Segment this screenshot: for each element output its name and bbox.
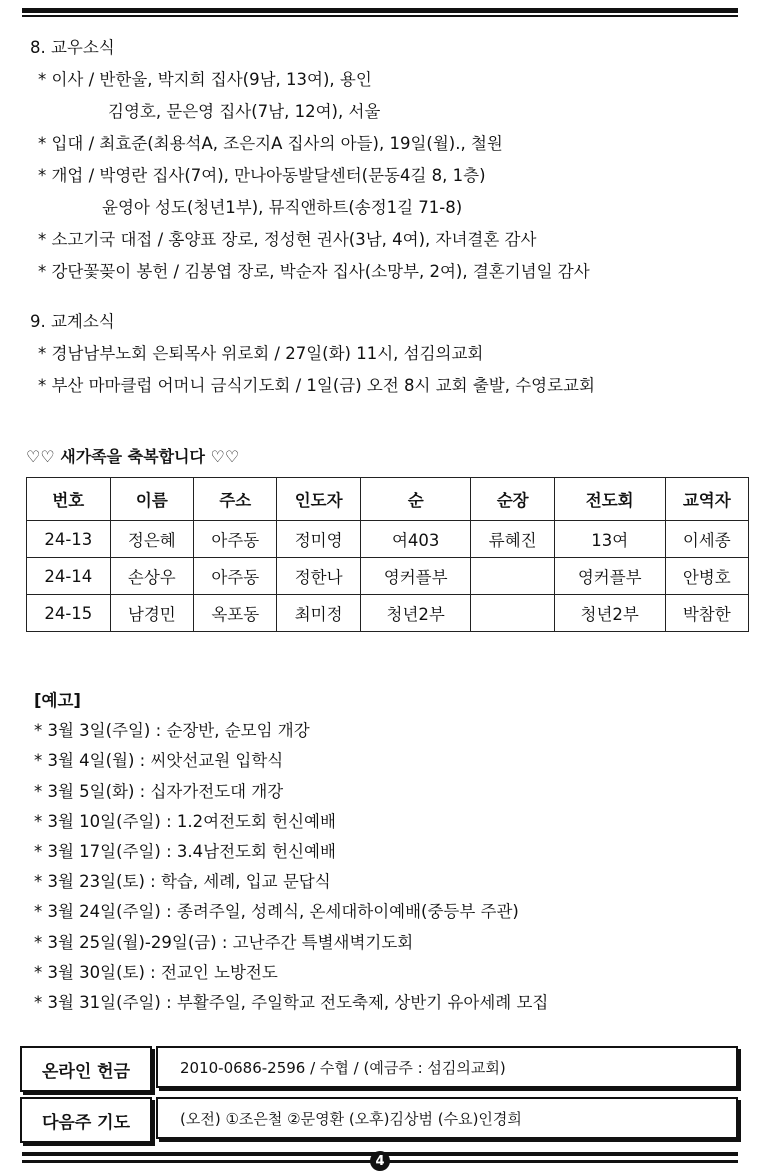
header-cell: 순장 bbox=[471, 478, 554, 521]
table-cell: 24-14 bbox=[27, 558, 111, 595]
table-cell: 청년2부 bbox=[554, 595, 665, 632]
notice-line: * 3월 10일(주일) : 1.2여전도회 헌신예배 bbox=[34, 811, 336, 831]
news-line: * 강단꽃꽂이 봉헌 / 김봉엽 장로, 박순자 집사(소망부, 2여), 결혼기념일 감사 bbox=[38, 262, 590, 281]
news-line: * 개업 / 박영란 집사(7여), 만나아동발달센터(문동4길 8, 1층) bbox=[38, 166, 486, 185]
table-cell: 정미영 bbox=[277, 521, 360, 558]
header-cell: 순 bbox=[360, 478, 471, 521]
online-offering-row bbox=[20, 1046, 738, 1092]
notice-line: * 3월 30일(토) : 전교인 노방전도 bbox=[34, 962, 278, 982]
next-week-prayer-value: (오전) ①조은철 ②문영환 (오후)김상범 (수요)인경희 bbox=[156, 1097, 738, 1139]
upcoming-events bbox=[30, 686, 548, 1018]
table-cell: 정한나 bbox=[277, 558, 360, 595]
notice-line: * 3월 17일(주일) : 3.4남전도회 헌신예배 bbox=[34, 842, 336, 862]
news-line: 김영호, 문은영 집사(7남, 12여), 서울 bbox=[108, 102, 381, 121]
header-cell: 전도회 bbox=[554, 478, 665, 521]
top-rule-thin bbox=[22, 15, 738, 17]
header-cell: 교역자 bbox=[665, 478, 748, 521]
news-line: * 소고기국 대접 / 홍양표 장로, 정성현 권사(3남, 4여), 자녀결혼 감사 bbox=[38, 230, 537, 249]
table-cell bbox=[471, 558, 554, 595]
notice-line: * 3월 5일(화) : 십자가전도대 개강 bbox=[34, 781, 284, 801]
table-cell bbox=[471, 595, 554, 632]
notice-line: * 3월 4일(월) : 씨앗선교원 입학식 bbox=[34, 751, 284, 771]
table-cell: 정은혜 bbox=[110, 521, 193, 558]
next-week-prayer-label: 다음주 기도 bbox=[20, 1097, 152, 1143]
table-cell: 청년2부 bbox=[360, 595, 471, 632]
table-cell: 옥포동 bbox=[194, 595, 277, 632]
table-row bbox=[27, 595, 749, 632]
notice-line: * 3월 23일(토) : 학습, 세례, 입교 문답식 bbox=[34, 872, 331, 892]
table-cell: 13여 bbox=[554, 521, 665, 558]
table-header-row bbox=[27, 478, 749, 521]
header-cell: 번호 bbox=[27, 478, 111, 521]
notice-line: * 3월 31일(주일) : 부활주일, 주일학교 전도축제, 상반기 유아세례 모집 bbox=[34, 993, 549, 1013]
online-offering-label: 온라인 헌금 bbox=[20, 1046, 152, 1092]
notice-line: * 3월 24일(주일) : 종려주일, 성례식, 온세대하이예배(중등부 주관) bbox=[34, 902, 519, 922]
table-cell: 이세종 bbox=[665, 521, 748, 558]
table-row bbox=[27, 521, 749, 558]
online-offering-value: 2010-0686-2596 / 수협 / (예금주 : 섬김의교회) bbox=[156, 1046, 738, 1088]
table-cell: 남경민 bbox=[110, 595, 193, 632]
table-cell: 영커플부 bbox=[360, 558, 471, 595]
table-cell: 24-15 bbox=[27, 595, 111, 632]
table-cell: 아주동 bbox=[194, 558, 277, 595]
notice-line: * 3월 25일(월)-29일(금) : 고난주간 특별새벽기도회 bbox=[34, 932, 414, 952]
table-cell: 안병호 bbox=[665, 558, 748, 595]
notice-title: [예고] bbox=[34, 691, 81, 710]
notice-line: * 3월 3일(주일) : 순장반, 순모임 개강 bbox=[34, 721, 310, 741]
news-line: 윤영아 성도(청년1부), 뮤직앤하트(송정1길 71-8) bbox=[102, 198, 463, 217]
news-line: * 경남남부노회 은퇴목사 위로회 / 27일(화) 11시, 섬김의교회 bbox=[38, 344, 484, 363]
news-line: * 입대 / 최효준(최용석A, 조은지A 집사의 아들), 19일(월)., 철원 bbox=[38, 134, 503, 153]
section-title: 9. 교계소식 bbox=[30, 312, 115, 331]
table-cell: 24-13 bbox=[27, 521, 111, 558]
table-cell: 류혜진 bbox=[471, 521, 554, 558]
next-week-prayer-row bbox=[20, 1097, 738, 1143]
page-number: 4 bbox=[370, 1151, 390, 1171]
table-cell: 손상우 bbox=[110, 558, 193, 595]
news-line: * 부산 마마클럽 어머니 금식기도회 / 1일(금) 오전 8시 교회 출발, 수영로교회 bbox=[38, 376, 595, 395]
header-cell: 인도자 bbox=[277, 478, 360, 521]
new-family-table bbox=[26, 477, 749, 632]
section-church-news bbox=[30, 32, 590, 288]
new-family-heading: ♡♡ 새가족을 축복합니다 ♡♡ bbox=[26, 447, 240, 466]
section-denomination-news bbox=[30, 306, 595, 402]
top-rule bbox=[22, 8, 738, 13]
table-cell: 영커플부 bbox=[554, 558, 665, 595]
header-cell: 주소 bbox=[194, 478, 277, 521]
table-cell: 여403 bbox=[360, 521, 471, 558]
news-line: * 이사 / 반한울, 박지희 집사(9남, 13여), 용인 bbox=[38, 70, 372, 89]
table-cell: 아주동 bbox=[194, 521, 277, 558]
table-cell: 최미정 bbox=[277, 595, 360, 632]
table-cell: 박참한 bbox=[665, 595, 748, 632]
header-cell: 이름 bbox=[110, 478, 193, 521]
section-title: 8. 교우소식 bbox=[30, 38, 115, 57]
table-row bbox=[27, 558, 749, 595]
